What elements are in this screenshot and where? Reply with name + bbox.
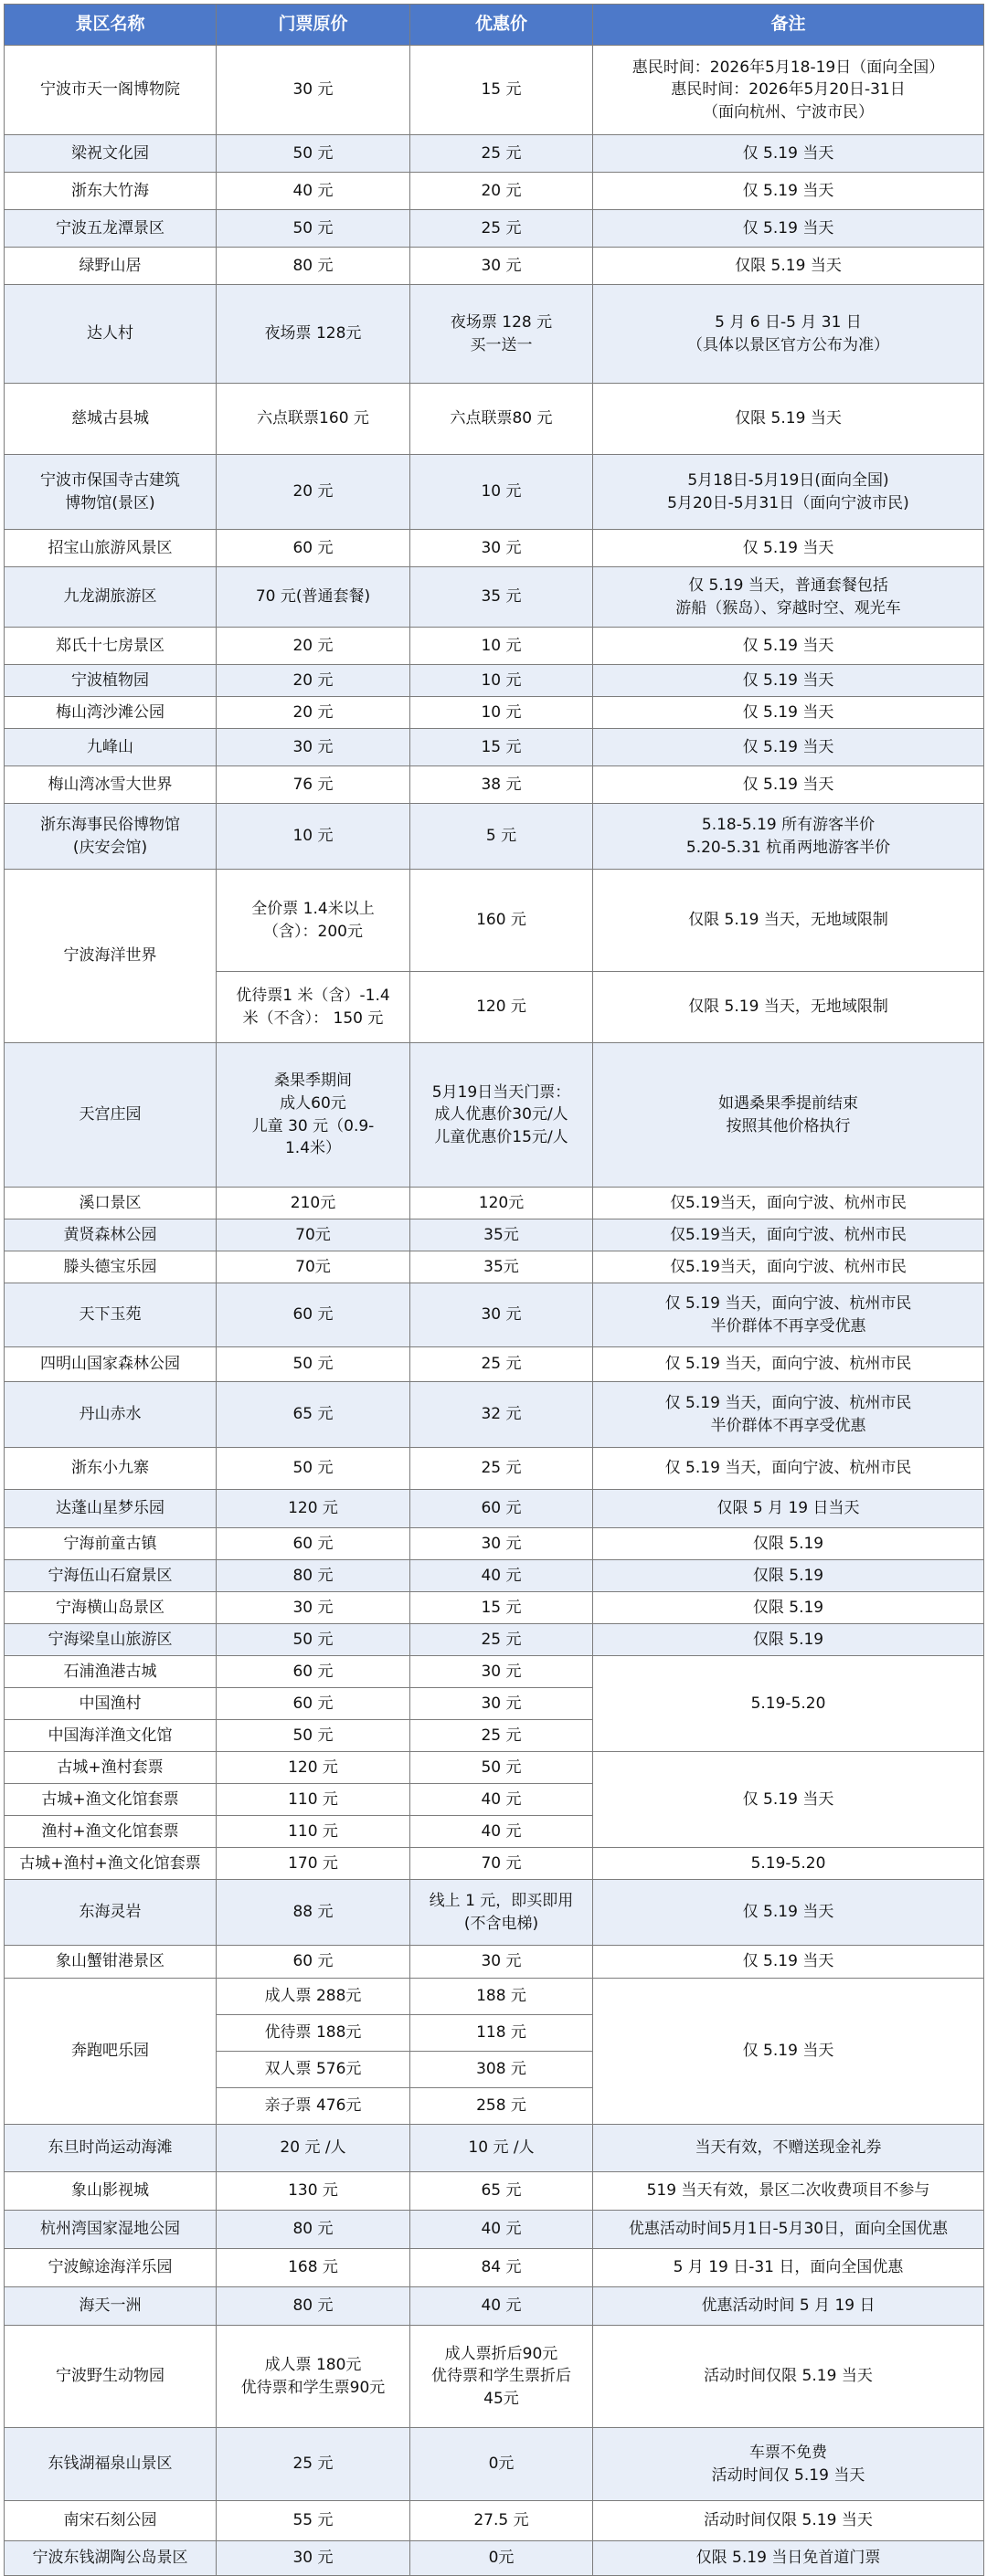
cell-original-price: 50 元 <box>217 1448 410 1490</box>
cell-remarks: 如遇桑果季提前结束 按照其他价格执行 <box>593 1043 984 1188</box>
cell-remarks: 仅 5.19 当天 <box>593 530 984 567</box>
cell-scenic-name: 天下玉苑 <box>5 1283 217 1347</box>
table-row <box>5 2125 984 2172</box>
cell-remarks: 5月18日-5月19日(面向全国) 5月20日-5月31日（面向宁波市民) <box>593 455 984 530</box>
cell-remarks: 仅限 5.19 <box>593 1592 984 1624</box>
cell-discount-price: 160 元 <box>410 870 593 972</box>
table-row <box>5 766 984 804</box>
cell-remarks: 仅限 5.19 <box>593 1624 984 1656</box>
cell-remarks: 优惠活动时间5月1日-5月30日，面向全国优惠 <box>593 2211 984 2249</box>
cell-discount-price: 25 元 <box>410 1448 593 1490</box>
cell-remarks: 当天有效，不赠送现金礼券 <box>593 2125 984 2172</box>
cell-original-price: 桑果季期间 成人60元 儿童 30 元（0.9- 1.4米） <box>217 1043 410 1188</box>
cell-discount-price: 10 元 /人 <box>410 2125 593 2172</box>
header-row <box>5 5 984 46</box>
table-row <box>5 1528 984 1560</box>
table-row <box>5 210 984 248</box>
cell-original-price: 170 元 <box>217 1848 410 1880</box>
cell-discount-price: 40 元 <box>410 2211 593 2249</box>
cell-original-price: 60 元 <box>217 530 410 567</box>
cell-remarks: 仅限 5 月 19 日当天 <box>593 1490 984 1528</box>
cell-scenic-name: 丹山赤水 <box>5 1382 217 1448</box>
cell-original-price: 优待票 188元 <box>217 2015 410 2052</box>
cell-original-price: 50 元 <box>217 1720 410 1752</box>
header-discount-price: 优惠价 <box>410 5 593 46</box>
cell-original-price: 10 元 <box>217 804 410 870</box>
cell-original-price: 70元 <box>217 1251 410 1283</box>
cell-scenic-name: 浙东海事民俗博物馆 (庆安会馆) <box>5 804 217 870</box>
cell-discount-price: 120元 <box>410 1188 593 1219</box>
cell-discount-price: 40 元 <box>410 1784 593 1816</box>
cell-scenic-name: 东海灵岩 <box>5 1880 217 1946</box>
header-remarks: 备注 <box>593 5 984 46</box>
cell-remarks: 仅 5.19 当天，面向宁波、杭州市民 <box>593 1448 984 1490</box>
cell-scenic-name: 古城+渔村套票 <box>5 1752 217 1784</box>
cell-scenic-name: 慈城古县城 <box>5 384 217 455</box>
cell-scenic-name: 东钱湖福泉山景区 <box>5 2428 217 2501</box>
cell-discount-price: 成人票折后90元 优待票和学生票折后 45元 <box>410 2326 593 2428</box>
cell-discount-price: 40 元 <box>410 1560 593 1592</box>
cell-discount-price: 120 元 <box>410 972 593 1043</box>
table-row <box>5 1043 984 1188</box>
cell-remarks: 仅 5.19 当天，面向宁波、杭州市民 半价群体不再享受优惠 <box>593 1382 984 1448</box>
cell-scenic-name: 古城+渔村+渔文化馆套票 <box>5 1848 217 1880</box>
cell-discount-price: 30 元 <box>410 530 593 567</box>
cell-original-price: 120 元 <box>217 1752 410 1784</box>
cell-discount-price: 5 元 <box>410 804 593 870</box>
cell-scenic-name: 古城+渔文化馆套票 <box>5 1784 217 1816</box>
cell-scenic-name: 滕头德宝乐园 <box>5 1251 217 1283</box>
cell-original-price: 70元 <box>217 1219 410 1251</box>
table-row <box>5 2287 984 2326</box>
cell-remarks: 5.18-5.19 所有游客半价 5.20-5.31 杭甬两地游客半价 <box>593 804 984 870</box>
cell-scenic-name: 宁波五龙潭景区 <box>5 210 217 248</box>
table-row <box>5 804 984 870</box>
cell-remarks: 仅限 5.19 当天，无地域限制 <box>593 972 984 1043</box>
table-row <box>5 697 984 729</box>
cell-original-price: 80 元 <box>217 2287 410 2326</box>
cell-original-price: 25 元 <box>217 2428 410 2501</box>
cell-original-price: 60 元 <box>217 1528 410 1560</box>
cell-discount-price: 20 元 <box>410 173 593 210</box>
cell-scenic-name: 梅山湾沙滩公园 <box>5 697 217 729</box>
cell-discount-price: 5月19日当天门票： 成人优惠价30元/人 儿童优惠价15元/人 <box>410 1043 593 1188</box>
cell-remarks: 优惠活动时间 5 月 19 日 <box>593 2287 984 2326</box>
cell-discount-price: 10 元 <box>410 697 593 729</box>
table-row <box>5 1848 984 1880</box>
cell-remarks: 仅限 5.19 <box>593 1528 984 1560</box>
cell-scenic-name: 四明山国家森林公园 <box>5 1347 217 1382</box>
cell-original-price: 60 元 <box>217 1946 410 1979</box>
table-row <box>5 1624 984 1656</box>
cell-scenic-name: 宁波植物园 <box>5 665 217 697</box>
table-row <box>5 1188 984 1219</box>
cell-scenic-name: 宁海横山岛景区 <box>5 1592 217 1624</box>
cell-discount-price: 40 元 <box>410 2287 593 2326</box>
cell-scenic-name: 宁海伍山石窟景区 <box>5 1560 217 1592</box>
cell-remarks: 5.19-5.20 <box>593 1848 984 1880</box>
table-row <box>5 2249 984 2287</box>
cell-original-price: 亲子票 476元 <box>217 2088 410 2125</box>
table-row <box>5 628 984 665</box>
cell-remarks: 仅 5.19 当天 <box>593 697 984 729</box>
cell-discount-price: 40 元 <box>410 1816 593 1848</box>
cell-scenic-name: 宁波海洋世界 <box>5 870 217 1043</box>
cell-original-price: 80 元 <box>217 2211 410 2249</box>
cell-discount-price: 50 元 <box>410 1752 593 1784</box>
cell-scenic-name: 奔跑吧乐园 <box>5 1979 217 2125</box>
cell-remarks: 仅 5.19 当天 <box>593 729 984 766</box>
cell-original-price: 120 元 <box>217 1490 410 1528</box>
table-row <box>5 1382 984 1448</box>
cell-discount-price: 15 元 <box>410 1592 593 1624</box>
cell-discount-price: 25 元 <box>410 1624 593 1656</box>
cell-scenic-name: 宁波市保国寺古建筑 博物馆(景区) <box>5 455 217 530</box>
cell-scenic-name: 南宋石刻公园 <box>5 2501 217 2541</box>
cell-discount-price: 65 元 <box>410 2172 593 2211</box>
cell-original-price: 50 元 <box>217 210 410 248</box>
cell-scenic-name: 招宝山旅游风景区 <box>5 530 217 567</box>
cell-scenic-name: 东旦时尚运动海滩 <box>5 2125 217 2172</box>
table-row <box>5 567 984 628</box>
cell-discount-price: 30 元 <box>410 1656 593 1688</box>
cell-discount-price: 30 元 <box>410 248 593 285</box>
table-row <box>5 173 984 210</box>
cell-discount-price: 84 元 <box>410 2249 593 2287</box>
cell-scenic-name: 中国渔村 <box>5 1688 217 1720</box>
cell-remarks: 仅限 5.19 当天 <box>593 384 984 455</box>
cell-remarks: 仅 5.19 当天，普通套餐包括 游船（猴岛）、穿越时空、观光车 <box>593 567 984 628</box>
cell-original-price: 六点联票160 元 <box>217 384 410 455</box>
cell-discount-price: 32 元 <box>410 1382 593 1448</box>
cell-original-price: 20 元 <box>217 628 410 665</box>
cell-original-price: 50 元 <box>217 1624 410 1656</box>
cell-discount-price: 35元 <box>410 1219 593 1251</box>
cell-original-price: 成人票 288元 <box>217 1979 410 2015</box>
table-row <box>5 665 984 697</box>
cell-remarks: 仅限 5.19 <box>593 1560 984 1592</box>
cell-discount-price: 0元 <box>410 2428 593 2501</box>
cell-scenic-name: 象山影视城 <box>5 2172 217 2211</box>
cell-remarks: 活动时间仅限 5.19 当天 <box>593 2501 984 2541</box>
cell-scenic-name: 郑氏十七房景区 <box>5 628 217 665</box>
cell-discount-price: 118 元 <box>410 2015 593 2052</box>
cell-discount-price: 258 元 <box>410 2088 593 2125</box>
cell-original-price: 20 元 /人 <box>217 2125 410 2172</box>
cell-scenic-name: 九峰山 <box>5 729 217 766</box>
table-row <box>5 1979 984 2015</box>
cell-scenic-name: 宁海前童古镇 <box>5 1528 217 1560</box>
cell-remarks: 仅 5.19 当天 <box>593 210 984 248</box>
cell-scenic-name: 黄贤森林公园 <box>5 1219 217 1251</box>
table-row <box>5 1656 984 1688</box>
table-row <box>5 2172 984 2211</box>
cell-discount-price: 25 元 <box>410 1347 593 1382</box>
cell-remarks: 仅 5.19 当天 <box>593 135 984 173</box>
cell-scenic-name: 宁海梁皇山旅游区 <box>5 1624 217 1656</box>
cell-scenic-name: 梁祝文化园 <box>5 135 217 173</box>
table-row <box>5 1880 984 1946</box>
cell-scenic-name: 海天一洲 <box>5 2287 217 2326</box>
cell-scenic-name: 杭州湾国家湿地公园 <box>5 2211 217 2249</box>
cell-original-price: 20 元 <box>217 697 410 729</box>
cell-scenic-name: 渔村+渔文化馆套票 <box>5 1816 217 1848</box>
table-row <box>5 1752 984 1784</box>
cell-remarks: 仅 5.19 当天 <box>593 1946 984 1979</box>
cell-discount-price: 188 元 <box>410 1979 593 2015</box>
cell-original-price: 65 元 <box>217 1382 410 1448</box>
cell-discount-price: 30 元 <box>410 1688 593 1720</box>
cell-original-price: 60 元 <box>217 1283 410 1347</box>
table-row <box>5 135 984 173</box>
cell-original-price: 成人票 180元 优待票和学生票90元 <box>217 2326 410 2428</box>
cell-remarks: 仅5.19当天，面向宁波、杭州市民 <box>593 1219 984 1251</box>
cell-remarks: 仅 5.19 当天 <box>593 1752 984 1848</box>
cell-original-price: 80 元 <box>217 1560 410 1592</box>
cell-scenic-name: 绿野山居 <box>5 248 217 285</box>
cell-original-price: 30 元 <box>217 1592 410 1624</box>
cell-original-price: 55 元 <box>217 2501 410 2541</box>
cell-remarks: 仅 5.19 当天 <box>593 665 984 697</box>
cell-remarks: 仅 5.19 当天 <box>593 766 984 804</box>
cell-original-price: 30 元 <box>217 46 410 135</box>
cell-remarks: 车票不免费 活动时间仅 5.19 当天 <box>593 2428 984 2501</box>
cell-scenic-name: 梅山湾冰雪大世界 <box>5 766 217 804</box>
cell-discount-price: 15 元 <box>410 729 593 766</box>
cell-original-price: 88 元 <box>217 1880 410 1946</box>
cell-discount-price: 70 元 <box>410 1848 593 1880</box>
cell-original-price: 30 元 <box>217 2541 410 2576</box>
table-row <box>5 2326 984 2428</box>
table-row <box>5 384 984 455</box>
table-row <box>5 1448 984 1490</box>
cell-scenic-name: 石浦渔港古城 <box>5 1656 217 1688</box>
cell-original-price: 双人票 576元 <box>217 2052 410 2088</box>
cell-original-price: 20 元 <box>217 665 410 697</box>
table-row <box>5 2428 984 2501</box>
price-table <box>4 4 984 2576</box>
cell-original-price: 全价票 1.4米以上 （含）：200元 <box>217 870 410 972</box>
cell-scenic-name: 浙东小九寨 <box>5 1448 217 1490</box>
cell-discount-price: 10 元 <box>410 665 593 697</box>
cell-scenic-name: 溪口景区 <box>5 1188 217 1219</box>
table-row <box>5 1592 984 1624</box>
cell-remarks: 519 当天有效，景区二次收费项目不参与 <box>593 2172 984 2211</box>
cell-scenic-name: 九龙湖旅游区 <box>5 567 217 628</box>
cell-discount-price: 38 元 <box>410 766 593 804</box>
cell-discount-price: 10 元 <box>410 628 593 665</box>
cell-discount-price: 30 元 <box>410 1528 593 1560</box>
cell-scenic-name: 宁波野生动物园 <box>5 2326 217 2428</box>
table-row <box>5 1283 984 1347</box>
cell-original-price: 110 元 <box>217 1816 410 1848</box>
table-row <box>5 248 984 285</box>
cell-remarks: 仅 5.19 当天 <box>593 173 984 210</box>
table-row <box>5 2501 984 2541</box>
table-row <box>5 455 984 530</box>
cell-original-price: 60 元 <box>217 1656 410 1688</box>
cell-remarks: 仅限 5.19 当日免首道门票 <box>593 2541 984 2576</box>
cell-discount-price: 15 元 <box>410 46 593 135</box>
table-row <box>5 1560 984 1592</box>
cell-scenic-name: 浙东大竹海 <box>5 173 217 210</box>
cell-original-price: 210元 <box>217 1188 410 1219</box>
table-row <box>5 46 984 135</box>
cell-original-price: 130 元 <box>217 2172 410 2211</box>
cell-discount-price: 10 元 <box>410 455 593 530</box>
table-row <box>5 2541 984 2576</box>
cell-remarks: 仅5.19当天，面向宁波、杭州市民 <box>593 1188 984 1219</box>
cell-scenic-name: 中国海洋渔文化馆 <box>5 1720 217 1752</box>
cell-original-price: 20 元 <box>217 455 410 530</box>
table-body <box>5 46 984 2576</box>
cell-original-price: 30 元 <box>217 729 410 766</box>
cell-discount-price: 线上 1 元，即买即用 (不含电梯) <box>410 1880 593 1946</box>
cell-remarks: 5.19-5.20 <box>593 1656 984 1752</box>
table-row <box>5 285 984 384</box>
cell-discount-price: 六点联票80 元 <box>410 384 593 455</box>
cell-remarks: 仅 5.19 当天 <box>593 1880 984 1946</box>
cell-discount-price: 308 元 <box>410 2052 593 2088</box>
cell-scenic-name: 象山蟹钳港景区 <box>5 1946 217 1979</box>
cell-original-price: 60 元 <box>217 1688 410 1720</box>
cell-remarks: 5 月 6 日-5 月 31 日 （具体以景区官方公布为准） <box>593 285 984 384</box>
cell-discount-price: 30 元 <box>410 1946 593 1979</box>
header-original-price: 门票原价 <box>217 5 410 46</box>
cell-original-price: 80 元 <box>217 248 410 285</box>
cell-original-price: 50 元 <box>217 135 410 173</box>
table-row <box>5 1946 984 1979</box>
cell-remarks: 仅限 5.19 当天，无地域限制 <box>593 870 984 972</box>
cell-discount-price: 30 元 <box>410 1283 593 1347</box>
cell-original-price: 50 元 <box>217 1347 410 1382</box>
table-row <box>5 1219 984 1251</box>
cell-discount-price: 27.5 元 <box>410 2501 593 2541</box>
cell-remarks: 仅 5.19 当天 <box>593 628 984 665</box>
cell-discount-price: 25 元 <box>410 1720 593 1752</box>
cell-scenic-name: 宁波东钱湖陶公岛景区 <box>5 2541 217 2576</box>
cell-remarks: 仅5.19当天，面向宁波、杭州市民 <box>593 1251 984 1283</box>
header-scenic-name: 景区名称 <box>5 5 217 46</box>
cell-remarks: 惠民时间：2026年5月18-19日（面向全国） 惠民时间：2026年5月20日-31日 （面向杭州、宁波市民） <box>593 46 984 135</box>
cell-remarks: 仅限 5.19 当天 <box>593 248 984 285</box>
table-row <box>5 530 984 567</box>
cell-original-price: 40 元 <box>217 173 410 210</box>
cell-discount-price: 60 元 <box>410 1490 593 1528</box>
cell-remarks: 仅 5.19 当天，面向宁波、杭州市民 半价群体不再享受优惠 <box>593 1283 984 1347</box>
table-row <box>5 870 984 972</box>
cell-discount-price: 25 元 <box>410 210 593 248</box>
cell-scenic-name: 达人村 <box>5 285 217 384</box>
table-row <box>5 1490 984 1528</box>
cell-discount-price: 夜场票 128 元 买一送一 <box>410 285 593 384</box>
cell-original-price: 76 元 <box>217 766 410 804</box>
cell-remarks: 仅 5.19 当天 <box>593 1979 984 2125</box>
cell-original-price: 70 元(普通套餐) <box>217 567 410 628</box>
cell-remarks: 仅 5.19 当天，面向宁波、杭州市民 <box>593 1347 984 1382</box>
cell-remarks: 活动时间仅限 5.19 当天 <box>593 2326 984 2428</box>
cell-remarks: 5 月 19 日-31 日，面向全国优惠 <box>593 2249 984 2287</box>
cell-scenic-name: 宁波鲸途海洋乐园 <box>5 2249 217 2287</box>
cell-original-price: 168 元 <box>217 2249 410 2287</box>
cell-discount-price: 25 元 <box>410 135 593 173</box>
cell-scenic-name: 达蓬山星梦乐园 <box>5 1490 217 1528</box>
cell-scenic-name: 天宫庄园 <box>5 1043 217 1188</box>
cell-original-price: 夜场票 128元 <box>217 285 410 384</box>
table-row <box>5 729 984 766</box>
table-row <box>5 1251 984 1283</box>
table-row <box>5 2211 984 2249</box>
cell-original-price: 110 元 <box>217 1784 410 1816</box>
cell-scenic-name: 宁波市天一阁博物院 <box>5 46 217 135</box>
cell-original-price: 优待票1 米（含）-1.4 米（不含）： 150 元 <box>217 972 410 1043</box>
cell-discount-price: 35元 <box>410 1251 593 1283</box>
table-row <box>5 1347 984 1382</box>
cell-discount-price: 0元 <box>410 2541 593 2576</box>
cell-discount-price: 35 元 <box>410 567 593 628</box>
